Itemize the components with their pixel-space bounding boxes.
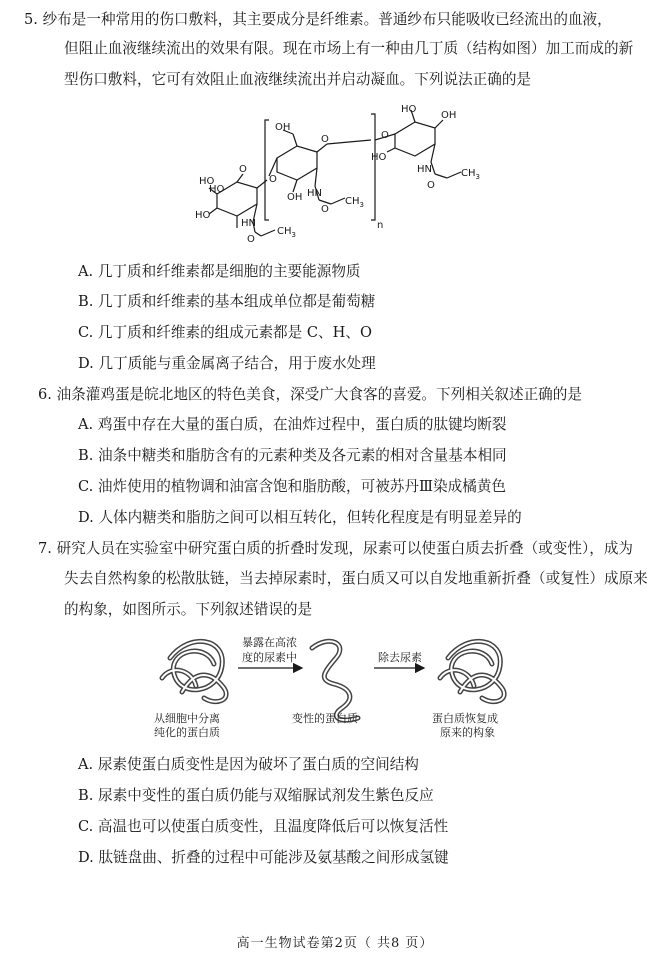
structure-label-o: O [321, 134, 329, 145]
caption-refolded-line1: 蛋白质恢复成 [432, 712, 498, 725]
denatured-protein-icon [312, 641, 358, 720]
structure-label-o: O [269, 174, 277, 185]
q7-stem-line-3: 的构象，如图所示。下列叙述错误的是 [64, 601, 313, 618]
structure-label-ch3: $CH_3$ [345, 196, 364, 209]
q7-option-b: B. 尿素中变性的蛋白质仍能与双缩脲试剂发生紫色反应 [78, 787, 434, 804]
structure-label-ho: HO [209, 184, 225, 195]
q7-stem-line-2: 失去自然构象的松散肽链，当去掉尿素时，蛋白质又可以自发地重新折叠（或复性）成原来 [64, 570, 648, 587]
structure-label-hn: HN [307, 188, 322, 199]
q6-option-a: A. 鸡蛋中存在大量的蛋白质，在油炸过程中，蛋白质的肽键均断裂 [78, 416, 507, 433]
q5-stem-line-3: 型伤口敷料，它可有效阻止血液继续流出并启动凝血。下列说法正确的是 [64, 71, 532, 88]
q5-option-c: C. 几丁质和纤维素的组成元素都是 C、H、O [78, 324, 372, 341]
structure-label-o: O [321, 204, 329, 215]
structure-label-hn: HN [241, 218, 256, 229]
caption-native-line1: 从细胞中分离 [154, 712, 220, 725]
arrow2-label: 除去尿素 [378, 651, 422, 664]
structure-label-oh: OH [441, 110, 457, 121]
structure-label-o: O [247, 234, 255, 245]
q5-stem-line-1: 5. 纱布是一种常用的伤口敷料，其主要成分是纤维素。普通纱布只能吸收已经流出的血液， [24, 11, 612, 28]
caption-refolded-line2: 原来的构象 [440, 726, 495, 739]
structure-label-ho: HO [199, 176, 215, 187]
q7-option-d: D. 肽链盘曲、折叠的过程中可能涉及氨基酸之间形成氢键 [78, 849, 449, 866]
q6-stem-line-1: 6. 油条灌鸡蛋是皖北地区的特色美食，深受广大食客的喜爱。下列相关叙述正确的是 [38, 386, 582, 403]
structure-label-o: O [239, 164, 247, 175]
q6-option-b: B. 油条中糖类和脂肪含有的元素种类及各元素的相对含量基本相同 [78, 447, 507, 464]
q6-option-c: C. 油炸使用的植物调和油富含饱和脂肪酸，可被苏丹Ⅲ染成橘黄色 [78, 478, 507, 495]
structure-label-n: n [377, 220, 384, 231]
structure-label-oh: OH [287, 192, 303, 203]
structure-label-ho: HO [401, 104, 417, 115]
structure-label-o: O [427, 180, 435, 191]
arrow1-label-line1: 暴露在高浓 [242, 636, 297, 649]
q5-option-d: D. 几丁质能与重金属离子结合，用于废水处理 [78, 355, 376, 372]
structure-label-ch3: $CH_3$ [277, 226, 296, 239]
caption-denatured: 变性的蛋白质 [292, 712, 358, 725]
structure-label-ho: HO [195, 210, 211, 221]
structure-label-o: O [381, 130, 389, 141]
arrow1-label-line2: 度的尿素中 [242, 651, 297, 664]
structure-label-hn: HN [417, 164, 432, 175]
q6-option-d: D. 人体内糖类和脂肪之间可以相互转化，但转化程度是有明显差异的 [78, 509, 522, 526]
structure-label-oh: OH [275, 122, 291, 133]
q5-stem-line-2: 但阻止血液继续流出的效果有限。现在市场上有一种由几丁质（结构如图）加工而成的新 [64, 40, 634, 57]
protein-folding-figure [152, 628, 524, 740]
q5-option-b: B. 几丁质和纤维素的基本组成单位都是葡萄糖 [78, 293, 376, 310]
caption-native-line2: 纯化的蛋白质 [154, 726, 220, 739]
q7-stem-line-1: 7. 研究人员在实验室中研究蛋白质的折叠时发现，尿素可以使蛋白质去折叠（或变性），成为 [38, 540, 634, 557]
structure-label-ho: HO [371, 152, 387, 163]
structure-label-ch3: $CH_3$ [461, 168, 480, 181]
q7-option-a: A. 尿素使蛋白质变性是因为破坏了蛋白质的空间结构 [78, 756, 419, 773]
q7-option-c: C. 高温也可以使蛋白质变性，且温度降低后可以恢复活性 [78, 818, 449, 835]
chitin-structure-figure [195, 100, 485, 250]
page-footer: 高一生物试卷第2页（ 共8 页） [236, 936, 434, 951]
q5-option-a: A. 几丁质和纤维素都是细胞的主要能源物质 [78, 263, 361, 280]
